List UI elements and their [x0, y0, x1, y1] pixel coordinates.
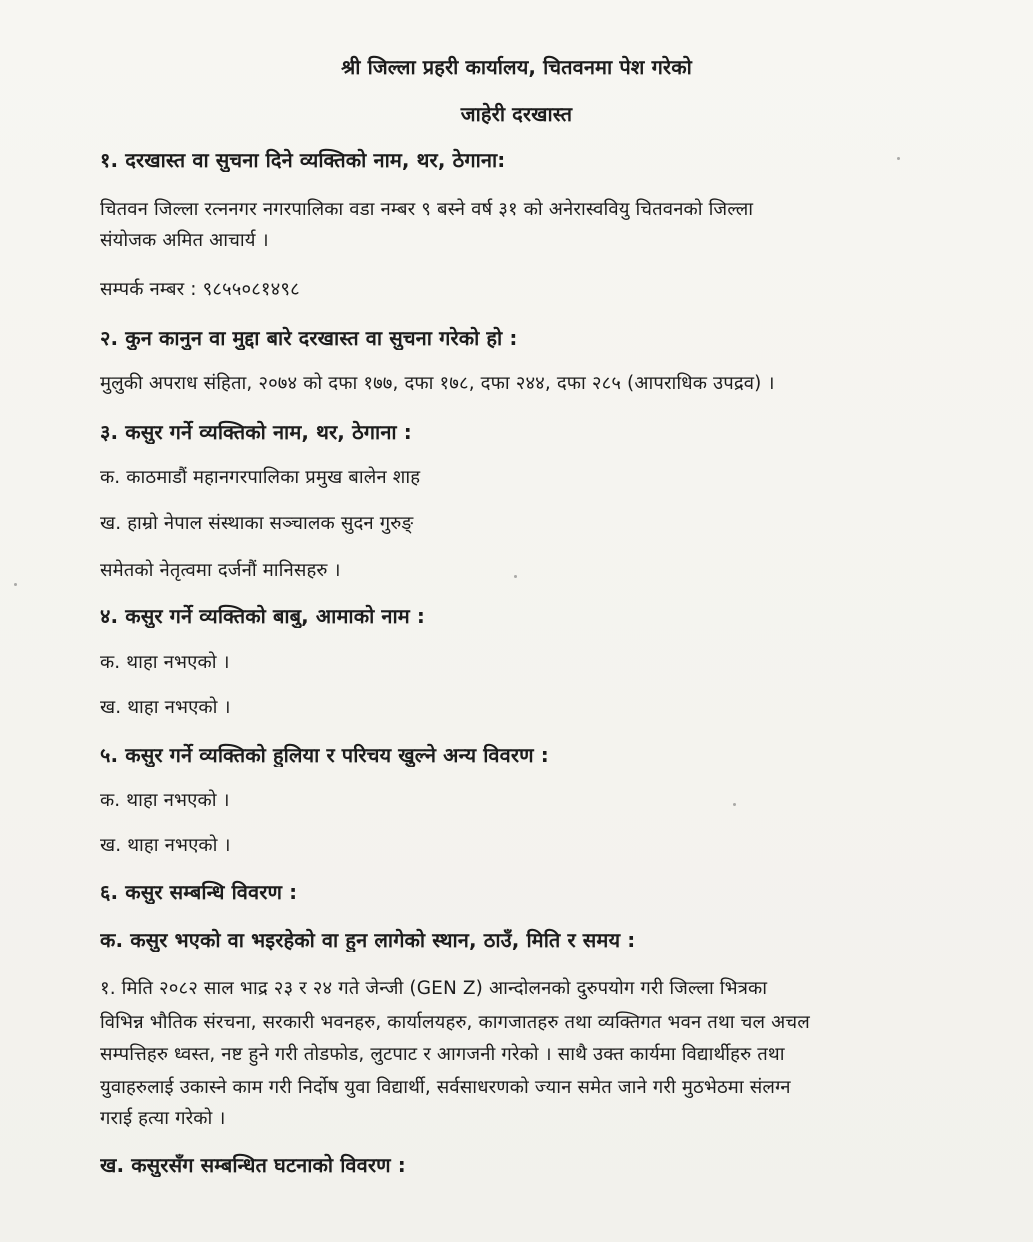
section-2-heading: २. कुन कानुन वा मुद्दा बारे दरखास्त वा सुचना गरेको हो : [100, 326, 518, 350]
scan-speck [897, 157, 900, 160]
section-1-body-line-2: संयोजक अमित आचार्य । [100, 230, 269, 251]
section-4-heading: ४. कसुर गर्ने व्यक्तिको बाबु, आमाको नाम : [100, 604, 426, 628]
section-3-note: समेतको नेतृत्वमा दर्जनौं मानिसहरु । [100, 560, 341, 581]
scan-speck [733, 803, 736, 806]
section-6-para-line-3: सम्पत्तिहरु ध्वस्त, नष्ट हुने गरी तोडफोड, लुटपाट र आगजनी गरेको । साथै उक्त कार्यमा विद्यार्थीहरु तथा [100, 1044, 785, 1065]
section-6-heading: ६. कसुर सम्बन्धि विवरण : [100, 880, 298, 904]
section-6-para-line-4: युवाहरुलाई उकास्ने काम गरी निर्दोष युवा विद्यार्थी, सर्वसाधरणको ज्यान समेत जाने गरी मुठभेठमा संलग्न [100, 1077, 791, 1098]
scan-speck [14, 583, 17, 586]
contact-number: सम्पर्क नम्बर : ९८५५०८१४९८ [100, 279, 300, 300]
section-6-sub-b-heading: ख. कसुरसँग सम्बन्धित घटनाको विवरण : [100, 1153, 406, 1177]
document-title: श्री जिल्ला प्रहरी कार्यालय, चितवनमा पेश गरेको [341, 55, 692, 79]
section-3-item-b: ख. हाम्रो नेपाल संस्थाका सञ्चालक सुदन गुरुङ् [100, 513, 414, 534]
section-4-item-b: ख. थाहा नभएको । [100, 697, 231, 718]
section-6-sub-a-heading: क. कसुर भएको वा भइरहेको वा हुन लागेको स्थान, ठाउँ, मिति र समय : [100, 928, 636, 952]
section-5-item-b: ख. थाहा नभएको । [100, 835, 231, 856]
section-1-heading: १. दरखास्त वा सुचना दिने व्यक्तिको नाम, थर, ठेगाना: [100, 148, 506, 172]
section-6-para-line-2: विभिन्न भौतिक संरचना, सरकारी भवनहरु, कार्यालयहरु, कागजातहरु तथा व्यक्तिगत भवन तथा चल अचल [100, 1012, 810, 1033]
section-5-item-a: क. थाहा नभएको । [100, 790, 230, 811]
document-subtitle: जाहेरी दरखास्त [460, 102, 573, 126]
section-5-heading: ५. कसुर गर्ने व्यक्तिको हुलिया र परिचय खुल्ने अन्य विवरण : [100, 743, 549, 767]
section-3-item-a: क. काठमाडौं महानगरपालिका प्रमुख बालेन शाह [100, 467, 421, 488]
section-2-body: मुलुकी अपराध संहिता, २०७४ को दफा १७७, दफा १७८, दफा २४४, दफा २८५ (आपराधिक उपद्रव) । [100, 373, 775, 394]
section-6-para-line-5: गराई हत्या गरेको । [100, 1108, 226, 1129]
section-6-para-line-1: १. मिति २०८२ साल भाद्र २३ र २४ गते जेन्जी (GEN Z) आन्दोलनको दुरुपयोग गरी जिल्ला भित्रका [100, 978, 768, 999]
scan-speck [514, 575, 517, 578]
section-1-body-line-1: चितवन जिल्ला रत्ननगर नगरपालिका वडा नम्बर ९ बस्ने वर्ष ३१ को अनेरास्ववियु चितवनको जिल्ला [100, 199, 754, 220]
section-4-item-a: क. थाहा नभएको । [100, 652, 230, 673]
section-3-heading: ३. कसुर गर्ने व्यक्तिको नाम, थर, ठेगाना : [100, 420, 412, 444]
